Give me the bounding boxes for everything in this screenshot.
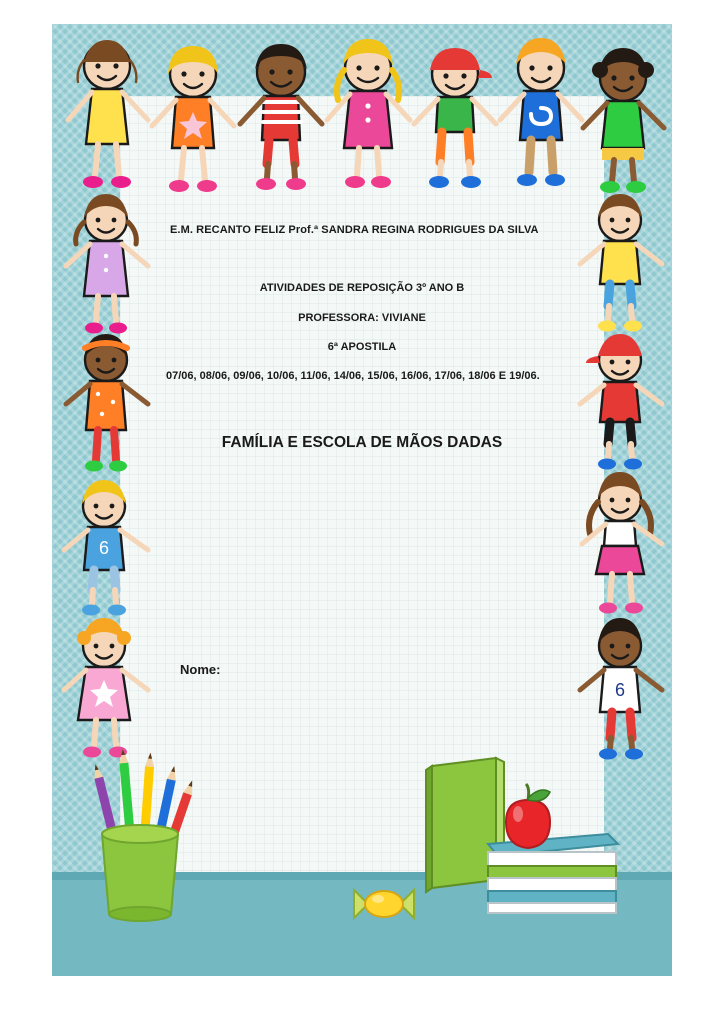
page-title: FAMÍLIA E ESCOLA DE MÃOS DADAS [221, 434, 503, 451]
kid-top-1 [62, 36, 152, 196]
kid-top-6 [496, 36, 586, 196]
kid-right-2 [572, 330, 668, 480]
kid-top-5 [410, 40, 500, 198]
candy-icon [340, 880, 428, 928]
svg-text:6: 6 [614, 680, 626, 700]
name-field-label: Nome: [180, 662, 221, 677]
kid-top-3 [236, 40, 326, 198]
kid-left-1 [58, 192, 154, 342]
dates-line: 07/06, 08/06, 09/06, 10/06, 11/06, 14/06, 15/06, 16/06, 17/06, 18/06 E 19/06. [166, 370, 540, 382]
kid-left-2 [58, 330, 154, 480]
kid-top-2 [148, 44, 238, 199]
apple-icon [506, 784, 550, 848]
kid-left-4 [56, 616, 154, 766]
kid-top-7 [578, 44, 668, 199]
activity-line: ATIVIDADES DE REPOSIÇÃO 3º ANO B [259, 282, 465, 294]
pencil-cup [78, 748, 208, 933]
kid-top-4 [322, 36, 414, 196]
kid-right-3 [572, 470, 668, 622]
kid-left-3 [56, 478, 154, 626]
booklet-line: 6ª APOSTILA [327, 341, 397, 353]
teacher-line: PROFESSORA: VIVIANE [298, 312, 426, 324]
kid-right-1 [572, 192, 668, 342]
svg-text:6: 6 [98, 538, 110, 558]
kid-right-4 [572, 616, 668, 768]
books-stack [418, 748, 628, 923]
school-name: E.M. RECANTO FELIZ Prof.ª SANDRA REGINA RODRIGUES DA SILVA [170, 224, 539, 236]
